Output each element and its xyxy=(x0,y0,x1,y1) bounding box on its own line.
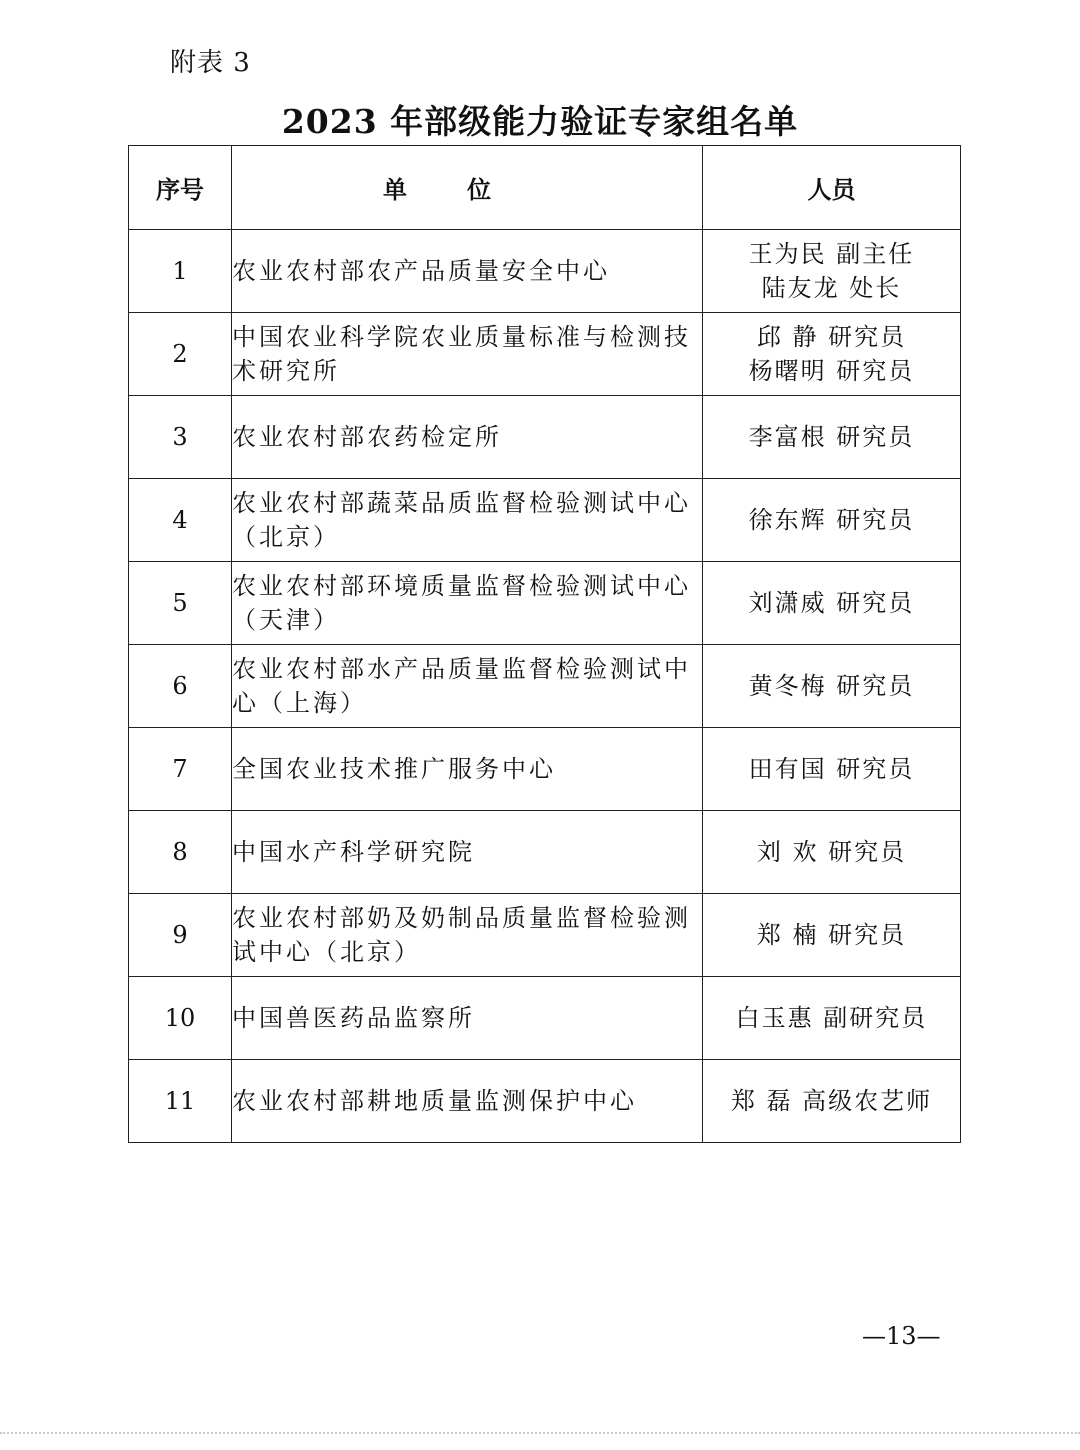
row-unit: 中国兽医药品监察所 xyxy=(232,977,703,1060)
staff-person: 王为民 副主任 xyxy=(748,240,915,268)
staff-person: 郑 磊 高级农艺师 xyxy=(730,1087,933,1115)
row-number: 1 xyxy=(129,230,232,313)
row-staff xyxy=(703,645,961,728)
table-row xyxy=(129,811,961,894)
staff-person: 杨曙明 研究员 xyxy=(748,357,915,385)
row-staff xyxy=(703,977,961,1060)
row-unit: 中国农业科学院农业质量标准与检测技术研究所 xyxy=(232,313,703,396)
row-unit: 中国水产科学研究院 xyxy=(232,811,703,894)
staff-person: 白玉惠 副研究员 xyxy=(735,1004,928,1032)
row-staff xyxy=(703,230,961,313)
table-row xyxy=(129,230,961,313)
row-staff xyxy=(703,313,961,396)
table-row xyxy=(129,645,961,728)
row-unit: 农业农村部奶及奶制品质量监督检验测试中心（北京） xyxy=(232,894,703,977)
bottom-divider xyxy=(0,1432,1080,1434)
row-staff xyxy=(703,479,961,562)
table-row xyxy=(129,396,961,479)
document-title: 2023 年部级能力验证专家组名单 xyxy=(281,102,799,141)
row-number: 8 xyxy=(129,811,232,894)
row-number: 9 xyxy=(129,894,232,977)
row-number: 6 xyxy=(129,645,232,728)
page-number: —13— xyxy=(862,1322,941,1350)
row-staff xyxy=(703,396,961,479)
row-unit: 农业农村部水产品质量监督检验测试中心（上海） xyxy=(232,645,703,728)
expert-roster-table xyxy=(128,145,961,1143)
staff-person: 刘 欢 研究员 xyxy=(756,838,907,866)
row-staff xyxy=(703,562,961,645)
row-unit: 全国农业技术推广服务中心 xyxy=(232,728,703,811)
row-number: 11 xyxy=(129,1060,232,1143)
row-staff xyxy=(703,894,961,977)
table-row xyxy=(129,1060,961,1143)
row-unit: 农业农村部农产品质量安全中心 xyxy=(232,230,703,313)
table-row xyxy=(129,562,961,645)
staff-person: 陆友龙 处长 xyxy=(761,274,902,302)
header-number: 序号 xyxy=(129,146,232,230)
staff-person: 刘潇威 研究员 xyxy=(748,589,915,617)
row-number: 3 xyxy=(129,396,232,479)
row-number: 2 xyxy=(129,313,232,396)
table-row xyxy=(129,728,961,811)
row-staff xyxy=(703,811,961,894)
row-unit: 农业农村部蔬菜品质监督检验测试中心（北京） xyxy=(232,479,703,562)
header-unit: 单位 xyxy=(232,146,703,230)
staff-person: 李富根 研究员 xyxy=(748,423,915,451)
staff-person: 邱 静 研究员 xyxy=(756,323,907,351)
staff-person: 田有国 研究员 xyxy=(748,755,915,783)
row-staff xyxy=(703,1060,961,1143)
annex-label: 附表 3 xyxy=(170,48,251,78)
row-unit: 农业农村部环境质量监督检验测试中心（天津） xyxy=(232,562,703,645)
row-number: 7 xyxy=(129,728,232,811)
table-row xyxy=(129,479,961,562)
table-row xyxy=(129,313,961,396)
staff-person: 徐东辉 研究员 xyxy=(748,506,915,534)
row-unit: 农业农村部耕地质量监测保护中心 xyxy=(232,1060,703,1143)
row-unit: 农业农村部农药检定所 xyxy=(232,396,703,479)
row-staff xyxy=(703,728,961,811)
table-row xyxy=(129,894,961,977)
staff-person: 黄冬梅 研究员 xyxy=(748,672,915,700)
staff-person: 郑 楠 研究员 xyxy=(756,921,907,949)
row-number: 5 xyxy=(129,562,232,645)
header-staff: 人员 xyxy=(703,146,961,230)
row-number: 4 xyxy=(129,479,232,562)
row-number: 10 xyxy=(129,977,232,1060)
table-row xyxy=(129,977,961,1060)
table-header-row xyxy=(129,146,961,230)
